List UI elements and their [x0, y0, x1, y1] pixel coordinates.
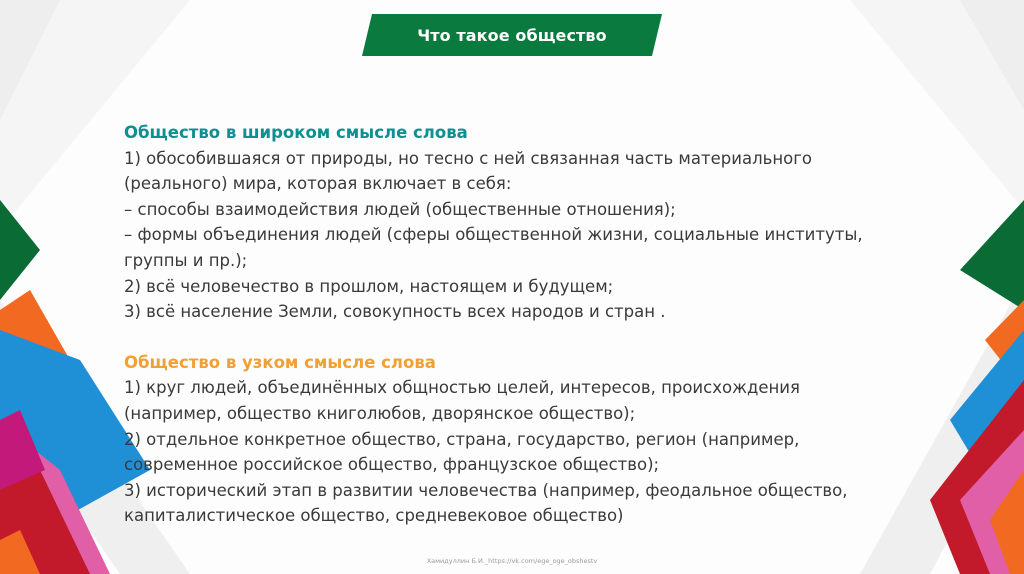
narrow-line: современное российское общество, французское общество); [124, 455, 660, 475]
broad-line: (реального) мира, которая включает в себя: [124, 174, 512, 194]
title-banner [362, 14, 662, 56]
narrow-line: 2) отдельное конкретное общество, страна, государство, регион (например, [124, 429, 800, 449]
slide-title: Что такое общество [417, 25, 607, 45]
narrow-line: капиталистическое общество, средневековое общество) [124, 506, 624, 526]
broad-line: 1) обособившаяся от природы, но тесно с ней связанная часть материального [124, 148, 812, 168]
broad-sense-heading: Общество в широком смысле слова [124, 123, 468, 142]
narrow-line: (например, общество книголюбов, дворянское общество); [124, 403, 636, 423]
broad-line: – формы объединения людей (сферы общественной жизни, социальные институты, [124, 225, 863, 245]
footer-credit: Хамидуллин Б.И._https://vk.com/ege_oge_obshestv [426, 557, 598, 565]
slide-content [124, 120, 904, 529]
section-gap [124, 325, 904, 350]
broad-line: 3) всё население Земли, совокупность всех народов и стран . [124, 302, 666, 322]
narrow-line: 1) круг людей, объединённых общностью целей, интересов, происхождения [124, 378, 800, 398]
deco-green-shape [0, 200, 40, 300]
narrow-line: 3) исторический этап в развитии человечества (например, феодальное общество, [124, 480, 848, 500]
broad-line: 2) всё человечество в прошлом, настоящем и будущем; [124, 276, 614, 296]
narrow-sense-heading: Общество в узком смысле слова [124, 352, 436, 372]
broad-line: – способы взаимодействия людей (общественные отношения); [124, 199, 676, 219]
deco-green-shape [960, 200, 1024, 310]
broad-line: группы и пр.); [124, 250, 248, 270]
